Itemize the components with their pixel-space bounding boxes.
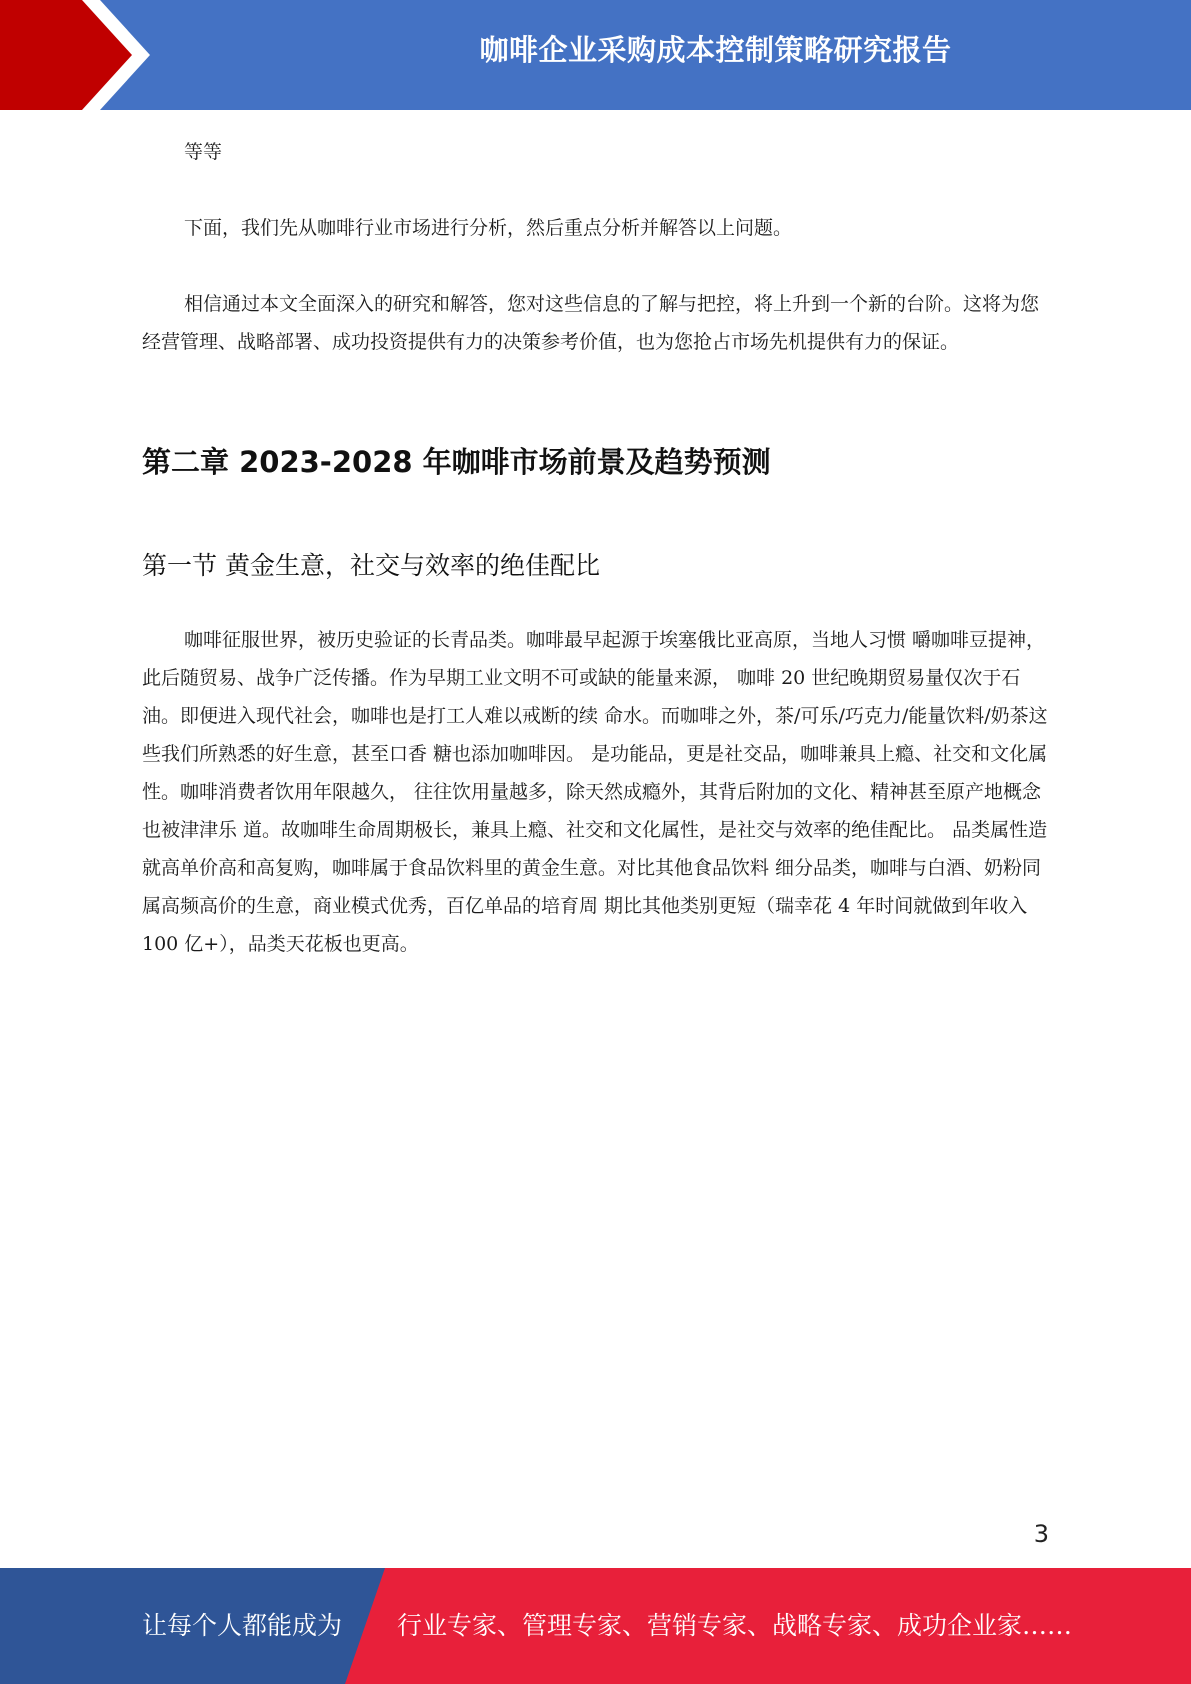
paragraph-etc: 等等 — [184, 141, 223, 163]
header-chevron-decoration — [0, 0, 160, 110]
page-number: 3 — [1033, 1520, 1049, 1548]
page-footer — [0, 1568, 1191, 1684]
footer-slogan-right: 行业专家、管理专家、营销专家、战略专家、成功企业家…… — [397, 1611, 1073, 1640]
footer-slogan-left: 让每个人都能成为 — [142, 1611, 343, 1640]
section-title: 第一节 黄金生意，社交与效率的绝佳配比 — [142, 551, 600, 580]
report-title: 咖啡企业采购成本控制策略研究报告 — [479, 33, 952, 67]
paragraph-intro: 下面，我们先从咖啡行业市场进行分析，然后重点分析并解答以上问题。 — [184, 217, 793, 239]
page-header — [0, 0, 1191, 110]
chapter-title: 第二章 2023-2028 年咖啡市场前景及趋势预测 — [142, 445, 771, 479]
paragraph-value: 相信通过本文全面深入的研究和解答，您对这些信息的了解与把控，将上升到一个新的台阶。这将为您经营管理、战略部署、成功投资提供有力的决策参考价值，也为您抢占市场先机提供有力的保证。 — [142, 293, 1040, 353]
paragraph-section: 咖啡征服世界，被历史验证的长青品类。咖啡最早起源于埃塞俄比亚高原，当地人习惯 嚼咖啡豆提神，此后随贸易、战争广泛传播。作为早期工业文明不可或缺的能量来源， 咖啡 20 世纪晚期贸易量仅次于石油。即便进入现代社会，咖啡也是打工人难以戒断的续 命水。而咖啡之外，茶/可乐/巧克力/能量饮料/奶茶这些我们所熟悉的好生意，甚至口香 糖也添加咖啡因。 是功能品，更是社交品，咖啡兼具上瘾、社交和文化属性。咖啡消费者饮用年限越久， 往往饮用量越多，除天然成瘾外，其背后附加的文化、精神甚至原产地概念也被津津乐 道。故咖啡生命周期极长，兼具上瘾、社交和文化属性，是社交与效率的绝佳配比。 品类属性造就高单价高和高复购，咖啡属于食品饮料里的黄金生意。对比其他食品饮料 细分品类，咖啡与白酒、奶粉同属高频高价的生意，商业模式优秀，百亿单品的培育周 期比其他类别更短（瑞幸花 4 年时间就做到年收入 100 亿+），品类天花板也更高。 — [142, 629, 1048, 955]
